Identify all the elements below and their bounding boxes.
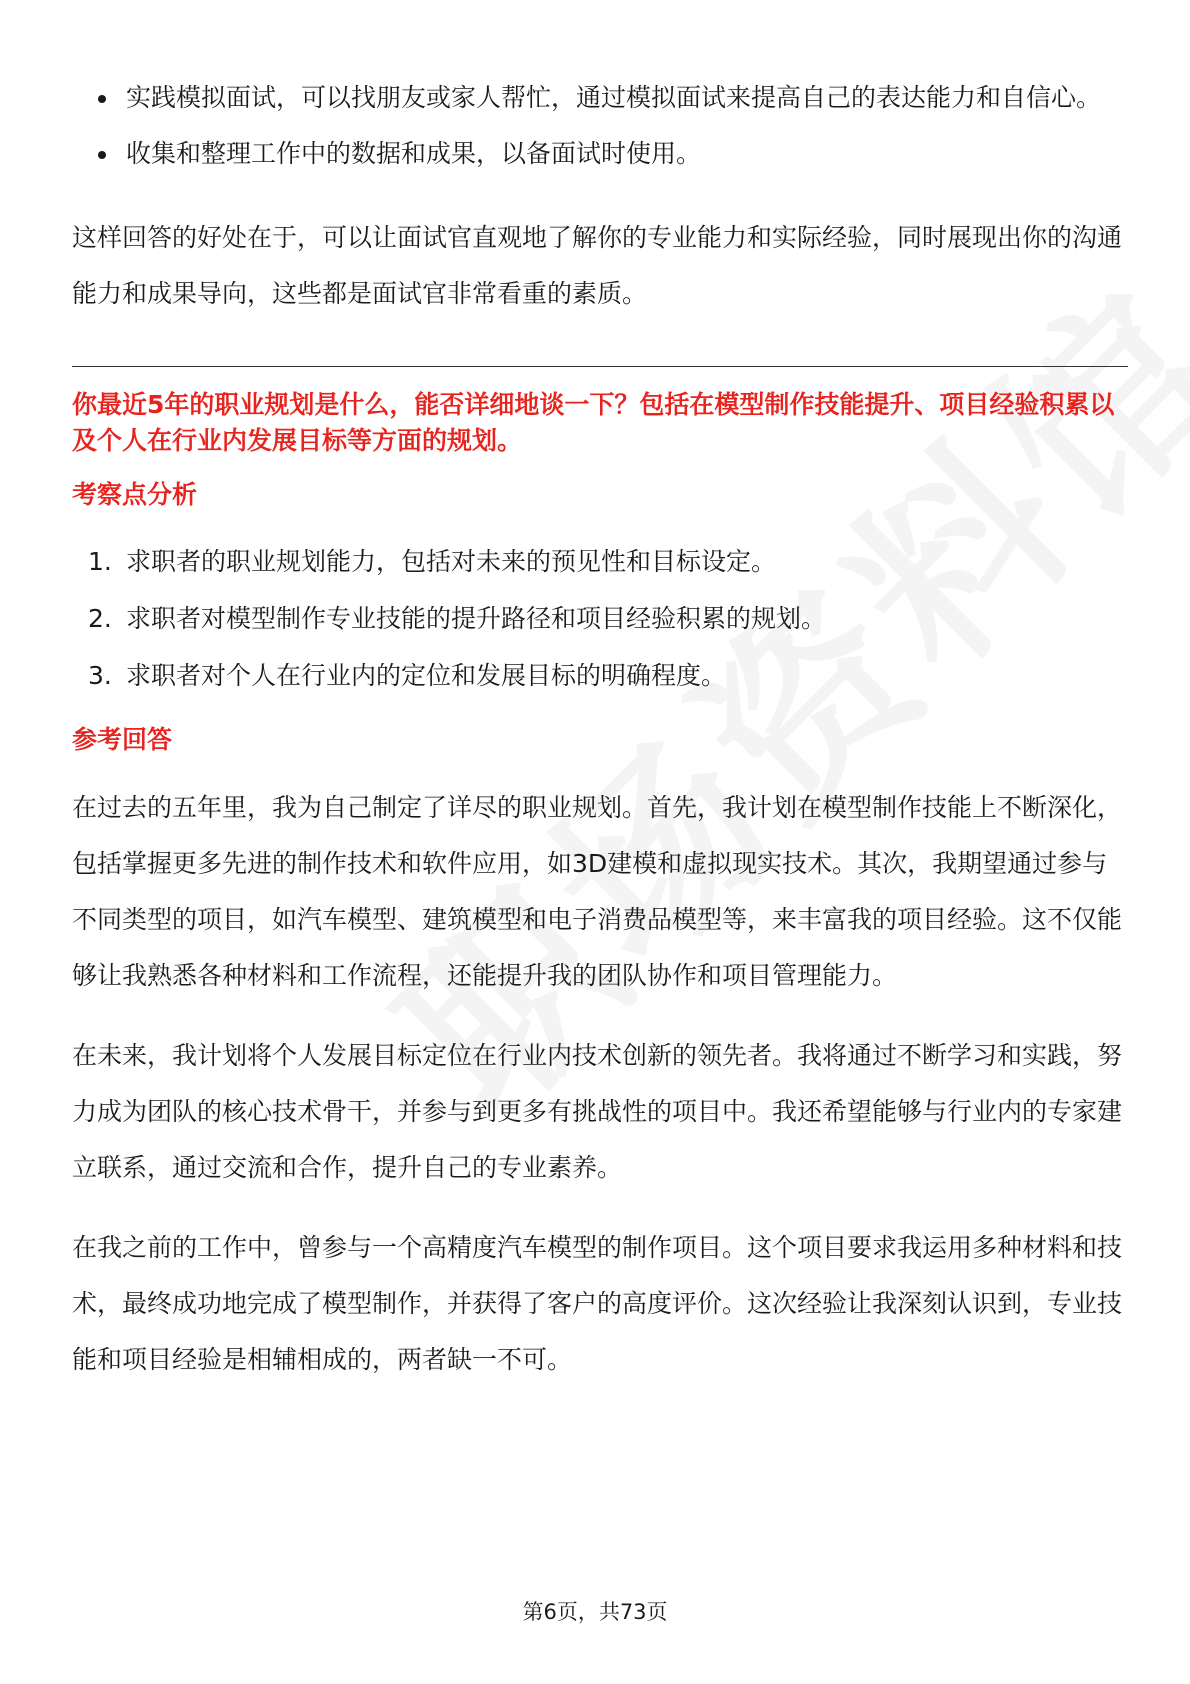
page-number-footer: 第6页，共73页 xyxy=(522,1600,668,1624)
answer-paragraph: 在过去的五年里，我为自己制定了详尽的职业规划。首先，我计划在模型制作技能上不断深化，包括掌握更多先进的制作技术和软件应用，如3D建模和虚拟现实技术。其次，我期望通过参与不同类型的项目，如汽车模型、建筑模型和电子消费品模型等，来丰富我的项目经验。这不仅能够让我熟悉各种材料和工作流程，还能提升我的团队协作和项目管理能力。 xyxy=(72,793,1123,990)
section-divider xyxy=(72,366,1128,367)
analysis-list xyxy=(72,533,1128,704)
item-text: 求职者对个人在行业内的定位和发展目标的明确程度。 xyxy=(126,661,727,690)
tips-bullet-list xyxy=(72,70,1128,182)
bullet-item: 收集和整理工作中的数据和成果，以备面试时使用。 xyxy=(126,126,1128,182)
summary-paragraph: 这样回答的好处在于，可以让面试官直观地了解你的专业能力和实际经验，同时展现出你的沟通能力和成果导向，这些都是面试官非常看重的素质。 xyxy=(72,223,1123,308)
page-content xyxy=(72,70,1128,1388)
item-text: 求职者的职业规划能力，包括对未来的预见性和目标设定。 xyxy=(126,547,777,576)
answer-heading: 参考回答 xyxy=(72,725,173,754)
item-number: 1. xyxy=(88,547,112,576)
analysis-item xyxy=(72,533,1128,590)
item-text: 求职者对模型制作专业技能的提升路径和项目经验积累的规划。 xyxy=(126,604,827,633)
analysis-item xyxy=(72,647,1128,704)
answer-paragraph: 在我之前的工作中，曾参与一个高精度汽车模型的制作项目。这个项目要求我运用多种材料和技术，最终成功地完成了模型制作，并获得了客户的高度评价。这次经验让我深刻认识到，专业技能和项目经验是相辅相成的，两者缺一不可。 xyxy=(72,1233,1123,1374)
bullet-item: 实践模拟面试，可以找朋友或家人帮忙，通过模拟面试来提高自己的表达能力和自信心。 xyxy=(126,70,1128,126)
item-number: 3. xyxy=(88,661,112,690)
answer-paragraph: 在未来，我计划将个人发展目标定位在行业内技术创新的领先者。我将通过不断学习和实践，努力成为团队的核心技术骨干，并参与到更多有挑战性的项目中。我还希望能够与行业内的专家建立联系，通过交流和合作，提升自己的专业素养。 xyxy=(72,1041,1123,1182)
interview-question: 你最近5年的职业规划是什么，能否详细地谈一下？包括在模型制作技能提升、项目经验积累以及个人在行业内发展目标等方面的规划。 xyxy=(72,390,1115,455)
item-number: 2. xyxy=(88,604,112,633)
analysis-item xyxy=(72,590,1128,647)
analysis-heading: 考察点分析 xyxy=(72,480,198,509)
